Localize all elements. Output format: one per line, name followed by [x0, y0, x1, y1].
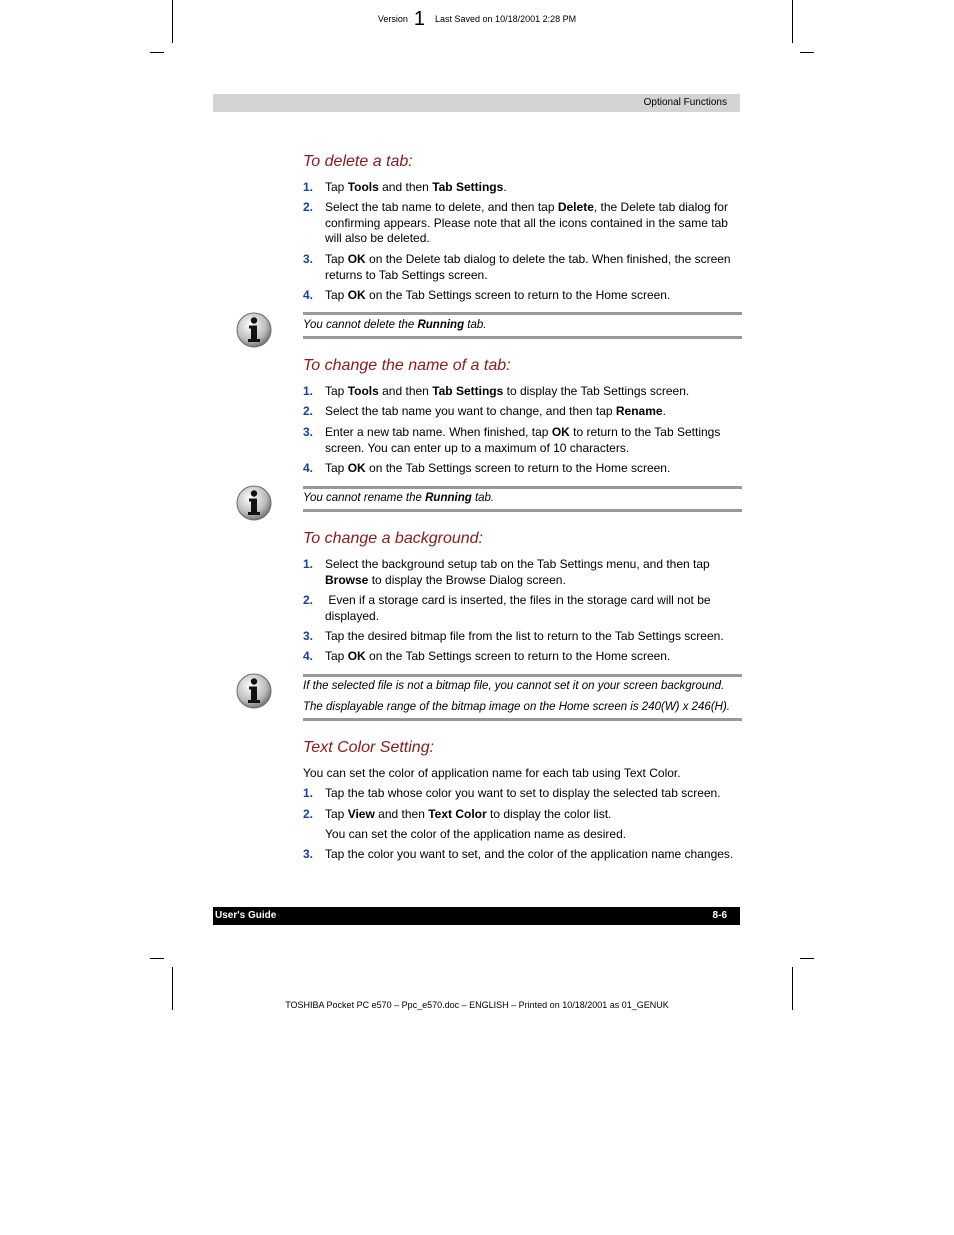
step-number: 4.	[303, 288, 314, 302]
list-item: 4. Tap OK on the Tab Settings screen to return to the Home screen.	[303, 288, 671, 302]
list-item: 1. Select the background setup tab on the Tab Settings menu, and then tap Browse to display the Browse Dialog screen.	[303, 557, 710, 587]
section-heading: To change the name of a tab:	[303, 357, 511, 374]
crop-mark	[800, 958, 814, 959]
list-item: 3. Tap OK on the Delete tab dialog to delete the tab. When finished, the screen returns to Tab Settings screen.	[303, 252, 731, 282]
list-item: 3. Tap the desired bitmap file from the list to return to the Tab Settings screen.	[303, 629, 724, 643]
list-item: 2. Select the tab name you want to change, and then tap Rename.	[303, 404, 666, 418]
list-item: 2. Even if a storage card is inserted, the files in the storage card will not be displayed.	[303, 593, 714, 623]
note-text: You cannot rename the Running tab.	[303, 492, 495, 504]
step-number: 2.	[303, 807, 314, 821]
list-item: 2. Select the tab name to delete, and then tap Delete, the Delete tab dialog for confirming appears. Please note that all the icons contained in the same tab will also be deleted.	[303, 200, 728, 245]
version-label: Version	[377, 14, 408, 24]
step-detail: You can set the color of the application name as desired.	[325, 827, 627, 841]
note-divider	[303, 486, 742, 489]
list-item: 4. Tap OK on the Tab Settings screen to return to the Home screen.	[303, 461, 671, 475]
step-number: 4.	[303, 461, 314, 475]
step-number: 2.	[303, 404, 314, 418]
info-icon	[236, 673, 272, 709]
print-info: TOSHIBA Pocket PC e570 – Ppc_e570.doc – ENGLISH – Printed on 10/18/2001 as 01_GENUK	[285, 1000, 669, 1010]
step-number: 3.	[303, 847, 314, 861]
note-text: The displayable range of the bitmap image on the Home screen is 240(W) x 246(H).	[303, 701, 730, 713]
note-divider	[303, 674, 742, 677]
version-number: 1	[413, 8, 426, 30]
list-item: 4. Tap OK on the Tab Settings screen to return to the Home screen.	[303, 649, 671, 663]
footer-guide-title: User's Guide	[215, 910, 277, 921]
footer-bar	[213, 907, 740, 925]
crop-mark	[150, 958, 164, 959]
header-bar	[213, 94, 740, 112]
note-divider	[303, 336, 742, 339]
list-item: 2. Tap View and then Text Color to display the color list.	[303, 807, 612, 821]
section-heading: To change a background:	[303, 530, 483, 547]
crop-mark	[800, 52, 814, 53]
version-stamp	[0, 8, 954, 31]
list-item: 3. Enter a new tab name. When finished, tap OK to return to the Tab Settings screen. You can enter up to a maximum of 10 characters.	[303, 425, 721, 455]
intro-paragraph: You can set the color of application name for each tab using Text Color.	[303, 766, 681, 780]
note-divider	[303, 509, 742, 512]
note-text: You cannot delete the Running tab.	[303, 319, 487, 331]
note-divider	[303, 718, 742, 721]
step-number: 3.	[303, 425, 314, 439]
section-heading: To delete a tab:	[303, 153, 413, 170]
step-number: 2.	[303, 593, 314, 607]
step-number: 2.	[303, 200, 314, 214]
note-divider	[303, 312, 742, 315]
step-number: 3.	[303, 629, 314, 643]
list-item: 1. Tap Tools and then Tab Settings to display the Tab Settings screen.	[303, 384, 690, 398]
section-name: Optional Functions	[643, 97, 727, 108]
crop-mark	[150, 52, 164, 53]
page-number: 8-6	[712, 910, 727, 921]
step-number: 4.	[303, 649, 314, 663]
section-heading: Text Color Setting:	[303, 739, 435, 756]
step-number: 1.	[303, 786, 314, 800]
list-item: 1. Tap the tab whose color you want to set to display the selected tab screen.	[303, 786, 721, 800]
list-item: 1. Tap Tools and then Tab Settings.	[303, 180, 507, 194]
step-number: 1.	[303, 180, 314, 194]
step-number: 1.	[303, 384, 314, 398]
last-saved: Last Saved on 10/18/2001 2:28 PM	[435, 14, 577, 24]
list-item: 3. Tap the color you want to set, and the color of the application name changes.	[303, 847, 734, 861]
note-text: If the selected file is not a bitmap file, you cannot set it on your screen background.	[303, 680, 725, 692]
step-number: 3.	[303, 252, 314, 266]
info-icon	[236, 485, 272, 521]
step-number: 1.	[303, 557, 314, 571]
info-icon	[236, 312, 272, 348]
